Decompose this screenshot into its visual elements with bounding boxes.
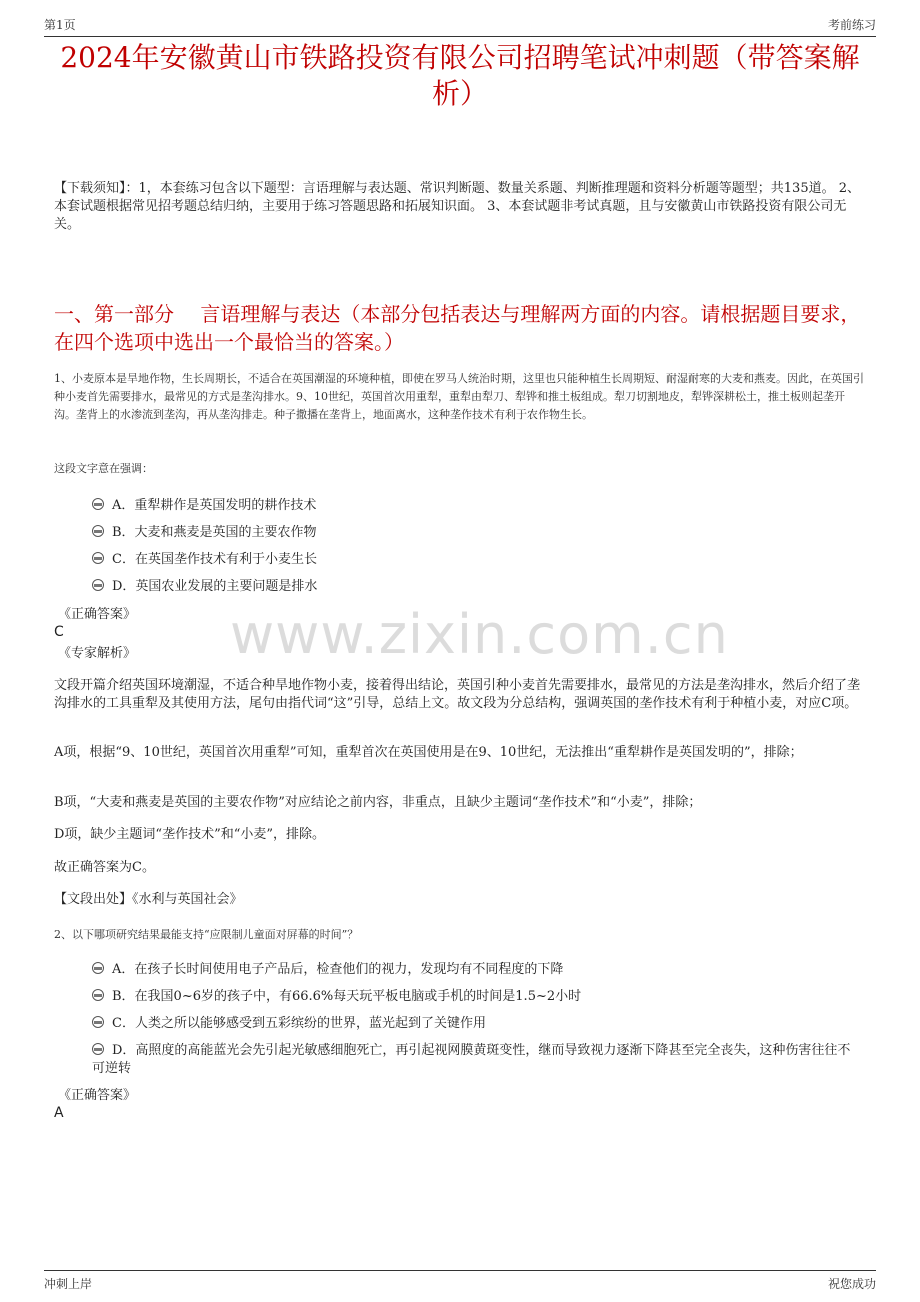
q1-option-d[interactable]: D．英国农业发展的主要问题是排水 xyxy=(92,578,860,596)
radio-icon[interactable] xyxy=(92,552,104,564)
page-number: 第1页 xyxy=(44,18,76,32)
radio-icon[interactable] xyxy=(92,1016,104,1028)
q1-answer: C xyxy=(54,624,64,640)
q1-option-c[interactable]: C．在英国垄作技术有利于小麦生长 xyxy=(92,551,860,569)
page-header xyxy=(44,14,876,37)
q2-option-b[interactable]: B．在我国0~6岁的孩子中，有66.6%每天玩平板电脑或手机的时间是1.5~2小时 xyxy=(92,988,860,1006)
radio-icon[interactable] xyxy=(92,579,104,591)
q1-analysis-para: 故正确答案为C。 xyxy=(54,860,155,875)
q1-option-a[interactable]: A．重犁耕作是英国发明的耕作技术 xyxy=(92,497,860,515)
section-title: 一、第一部分 言语理解与表达（本部分包括表达与理解两方面的内容。请根据题目要求，在四个选项中选出一个最恰当的答案。） xyxy=(54,302,861,354)
question-1-stem: 1、小麦原本是旱地作物，生长周期长，不适合在英国潮湿的环境种植，即使在罗马人统治时期，这里也只能种植生长周期短、耐湿耐寒的大麦和燕麦。因此，在英国引种小麦首先需要排水，最常见的方式是垄沟排水。9、10世纪，英国首次用重犁，重犁由犁刀、犁铧和推土板组成。犁刀切割地皮，犁铧深耕松土，推土板则起垄开沟。垄背上的水渗流到垄沟，再从垄沟排走。种子撒播在垄背上，地面离水，这种垄作技术有利于农作物生长。 xyxy=(54,372,864,421)
q1-answer-label: 《正确答案》 xyxy=(58,607,137,622)
q2-option-c[interactable]: C．人类之所以能够感受到五彩缤纷的世界，蓝光起到了关键作用 xyxy=(92,1015,860,1033)
footer-left: 冲刺上岸 xyxy=(44,1277,93,1291)
document-title: 2024年安徽黄山市铁路投资有限公司招聘笔试冲刺题（带答案解析） xyxy=(60,41,860,110)
page-footer xyxy=(44,1270,876,1293)
question-1-prompt: 这段文字意在强调： xyxy=(54,462,153,475)
radio-icon[interactable] xyxy=(92,498,104,510)
question-2-stem: 2、以下哪项研究结果最能支持“应限制儿童面对屏幕的时间”？ xyxy=(54,928,359,941)
q1-analysis-para: B项，“大麦和燕麦是英国的主要农作物”对应结论之前内容，非重点，且缺少主题词“垄作技术”和“小麦”，排除； xyxy=(54,795,702,810)
q1-option-b[interactable]: B．大麦和燕麦是英国的主要农作物 xyxy=(92,524,860,542)
q1-analysis-label: 《专家解析》 xyxy=(58,646,137,661)
radio-icon[interactable] xyxy=(92,962,104,974)
q2-answer-label: 《正确答案》 xyxy=(58,1088,137,1103)
radio-icon[interactable] xyxy=(92,1043,104,1055)
header-label: 考前练习 xyxy=(827,18,876,32)
watermark: www.zixin.com.cn xyxy=(230,603,729,666)
q1-analysis-para: D项，缺少主题词“垄作技术”和“小麦”，排除。 xyxy=(54,827,326,842)
q2-option-d[interactable]: D．高照度的高能蓝光会先引起光敏感细胞死亡，再引起视网膜黄斑变性，继而导致视力逐渐下降甚至完全丧失，这种伤害往往不可逆转 xyxy=(92,1043,851,1076)
q1-analysis-para: A项，根据“9、10世纪，英国首次用重犁”可知，重犁首次在英国使用是在9、10世纪，无法推出“重犁耕作是英国发明的”，排除； xyxy=(54,745,803,760)
footer-right: 祝您成功 xyxy=(827,1277,876,1291)
radio-icon[interactable] xyxy=(92,525,104,537)
download-notice: 【下载须知】：1，本套练习包含以下题型：言语理解与表达题、常识判断题、数量关系题、判断推理题和资料分析题等题型；共135道。 2、本套试题根据常见招考题总结归纳，主要用于练习答题思路和拓展知识面。 3、本套试题非考试真题，且与安徽黄山市铁路投资有限公司无关。 xyxy=(54,181,860,232)
q1-analysis-para: 文段开篇介绍英国环境潮湿，不适合种旱地作物小麦，接着得出结论，英国引种小麦首先需要排水，最常见的方法是垄沟排水，然后介绍了垄沟排水的工具重犁及其使用方法，尾句由指代词“这”引导，总结上文。故文段为分总结构，强调英国的垄作技术有利于种植小麦，对应C项。 xyxy=(54,678,861,711)
q2-option-a[interactable]: A．在孩子长时间使用电子产品后，检查他们的视力，发现均有不同程度的下降 xyxy=(92,961,860,979)
radio-icon[interactable] xyxy=(92,989,104,1001)
q1-source: 【文段出处】《水利与英国社会》 xyxy=(54,892,243,907)
q2-answer: A xyxy=(54,1105,64,1121)
